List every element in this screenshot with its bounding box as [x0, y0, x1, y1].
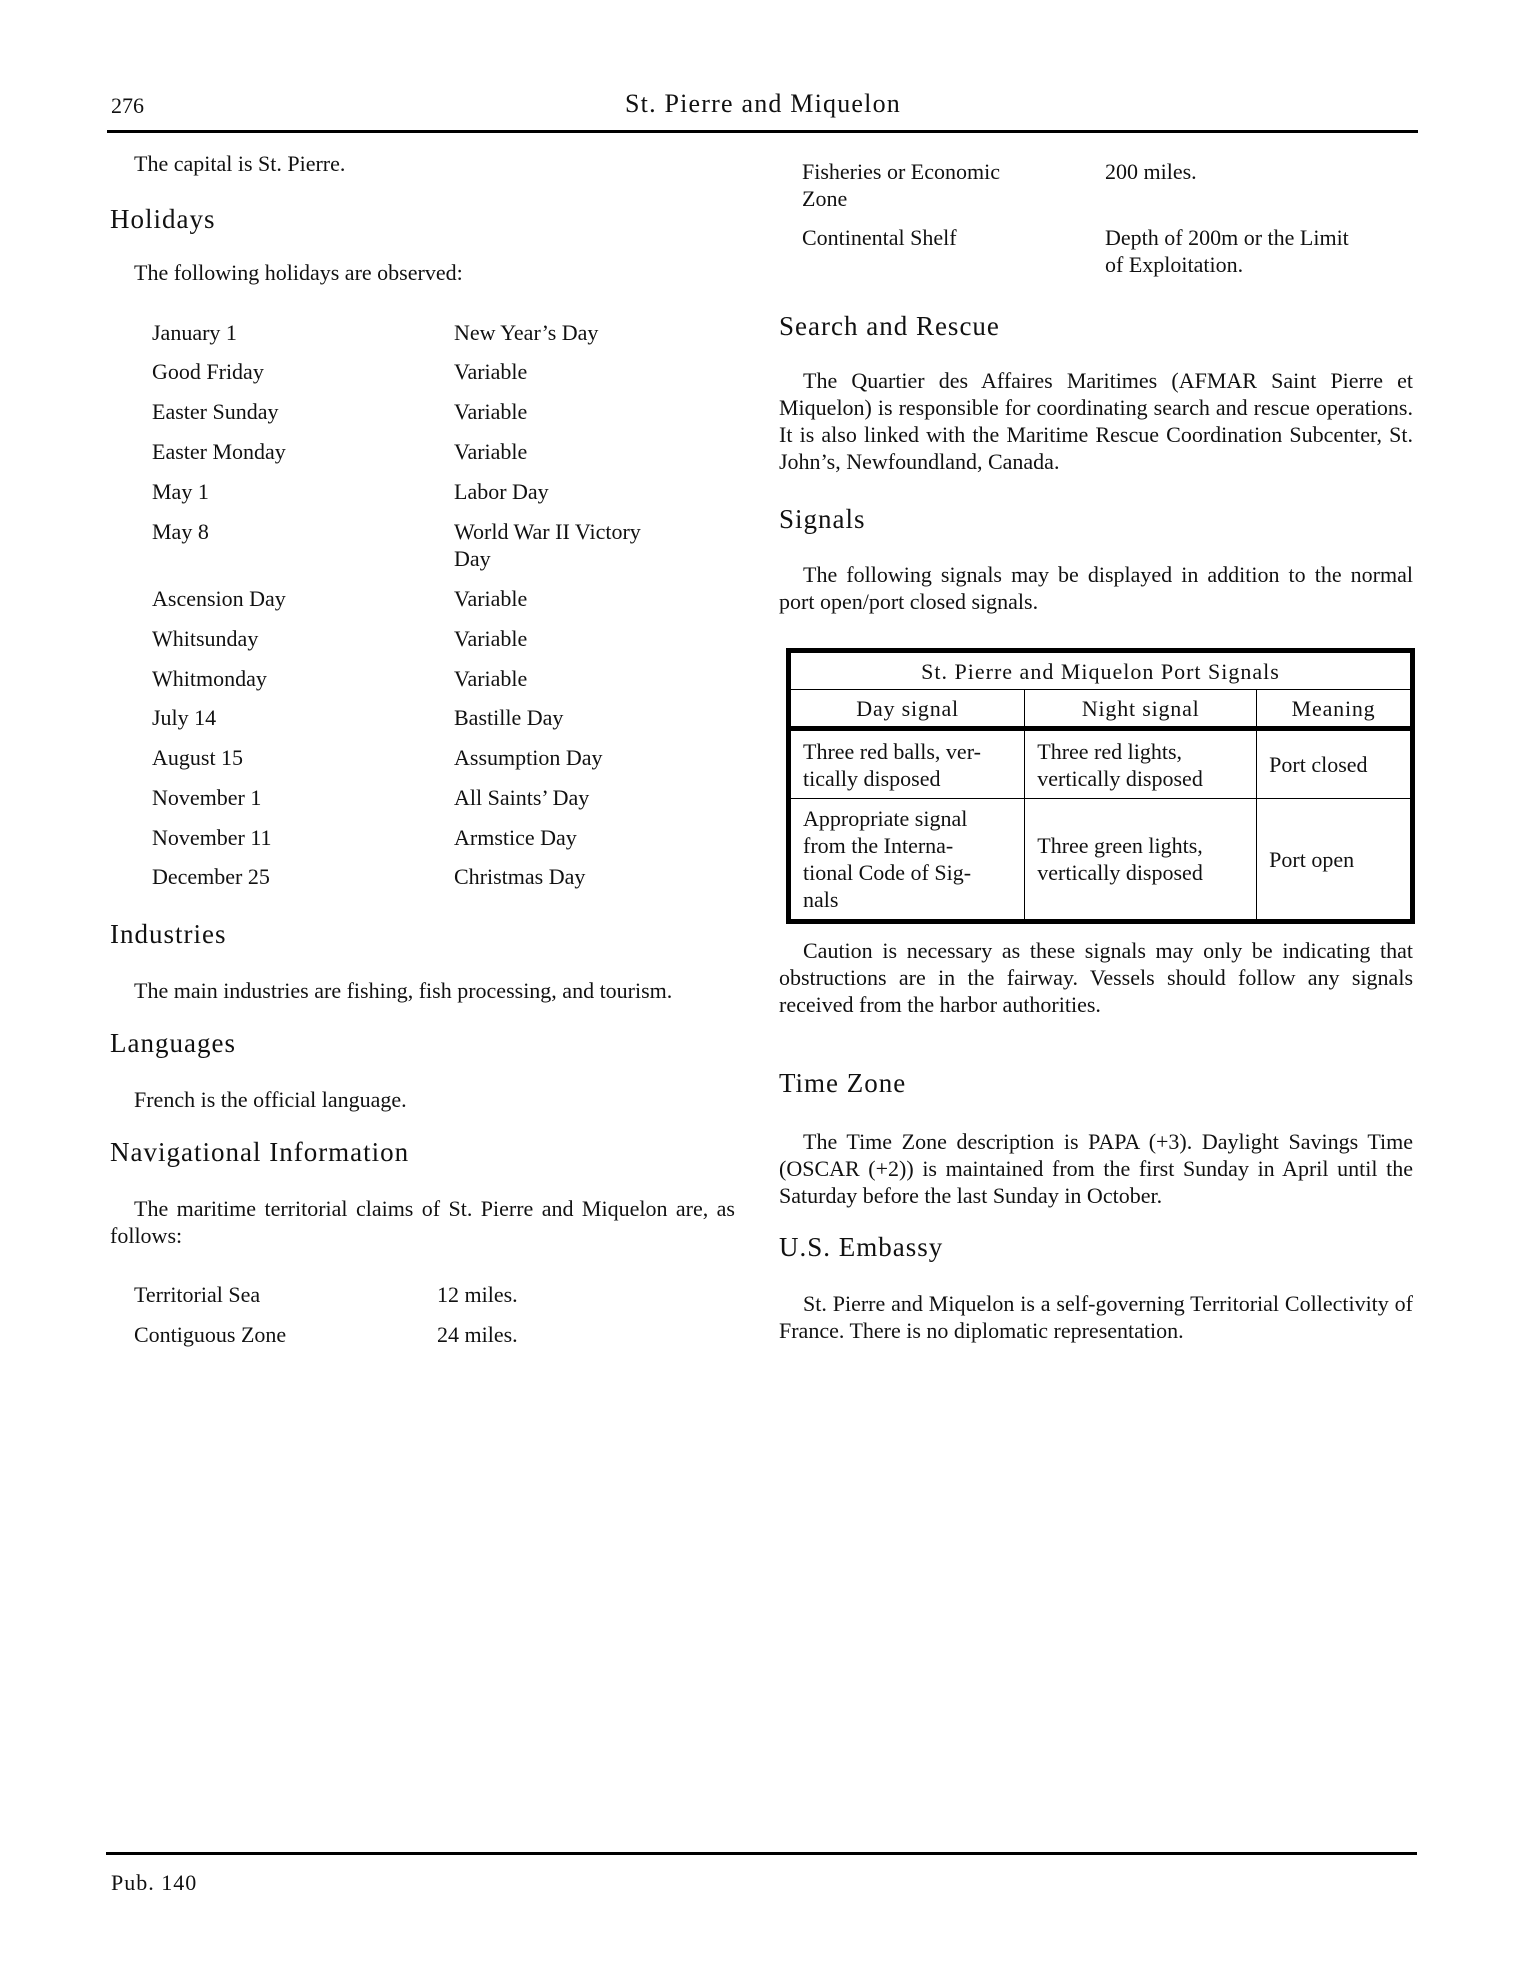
- table-row: [789, 729, 1413, 799]
- holiday-name: Variable: [454, 399, 528, 424]
- holiday-name: Armstice Day: [454, 825, 577, 850]
- claim-label: Territorial Sea: [134, 1282, 261, 1307]
- signals-text: The following signals may be displayed in addition to the normal port open/port closed signals.: [779, 562, 1413, 614]
- holiday-name: Labor Day: [454, 479, 549, 504]
- column-header-meaning: Meaning: [1257, 690, 1413, 729]
- holiday-name: All Saints’ Day: [454, 785, 590, 810]
- table-title: St. Pierre and Miquelon Port Signals: [789, 651, 1413, 690]
- holiday-name: Variable: [454, 359, 528, 384]
- holiday-name-line2: Day: [454, 546, 491, 571]
- meaning-cell: Port open: [1257, 799, 1413, 922]
- holiday-name: Variable: [454, 439, 528, 464]
- signals-heading: Signals: [779, 504, 866, 534]
- running-title: St. Pierre and Miquelon: [624, 89, 901, 118]
- night-signal-cell: Three green lights, vertically disposed: [1025, 799, 1257, 922]
- claim-label: Contiguous Zone: [134, 1322, 287, 1347]
- holidays-heading: Holidays: [110, 204, 216, 234]
- holiday-date: July 14: [152, 705, 217, 730]
- holiday-date: Easter Monday: [152, 439, 286, 464]
- night-signal-cell: Three red lights, vertically disposed: [1025, 729, 1257, 799]
- holiday-date: November 11: [152, 825, 272, 850]
- day-signal-cell: Appropriate signal from the Interna- tional Code of Sig- nals: [789, 799, 1025, 922]
- claim-value: 12 miles.: [437, 1282, 518, 1307]
- holiday-date: January 1: [152, 320, 237, 345]
- holiday-date: May 8: [152, 519, 209, 544]
- capital-text: The capital is St. Pierre.: [134, 151, 346, 176]
- holiday-name: New Year’s Day: [454, 320, 599, 345]
- holiday-date: August 15: [152, 745, 244, 770]
- holiday-name: World War II Victory: [454, 519, 641, 544]
- navigational-heading: Navigational Information: [110, 1137, 410, 1167]
- holiday-date: Whitsunday: [152, 626, 259, 651]
- column-header-night: Night signal: [1025, 690, 1257, 729]
- us-embassy-heading: U.S. Embassy: [779, 1232, 944, 1262]
- holiday-date: November 1: [152, 785, 262, 810]
- languages-text: French is the official language.: [134, 1087, 407, 1112]
- page-number: 276: [111, 93, 144, 118]
- industries-heading: Industries: [110, 919, 227, 949]
- claim-label: Fisheries or Economic: [802, 159, 1000, 184]
- navigational-text: The maritime territorial claims of St. Pierre and Miquelon are, as follows:: [110, 1196, 735, 1248]
- holiday-date: Good Friday: [152, 359, 264, 384]
- industries-text: The main industries are fishing, fish processing, and tourism.: [134, 978, 673, 1003]
- header-rule: [107, 130, 1418, 133]
- claim-value-line2: of Exploitation.: [1105, 252, 1244, 277]
- holiday-date: December 25: [152, 864, 270, 889]
- us-embassy-text: St. Pierre and Miquelon is a self-governing Territorial Collectivity of France. There is no diplomatic representation.: [779, 1291, 1413, 1343]
- claim-value: 24 miles.: [437, 1322, 518, 1347]
- holiday-name: Christmas Day: [454, 864, 586, 889]
- holiday-date: Whitmonday: [152, 666, 267, 691]
- time-zone-text: The Time Zone description is PAPA (+3). Daylight Savings Time (OSCAR (+2)) is maintained from the first Sunday in April until the Saturday before the last Sunday in October.: [779, 1129, 1413, 1208]
- search-rescue-heading: Search and Rescue: [779, 311, 1000, 341]
- holiday-date: Ascension Day: [152, 586, 286, 611]
- publication-label: Pub. 140: [111, 1870, 198, 1895]
- holiday-date: May 1: [152, 479, 209, 504]
- claim-label-line2: Zone: [802, 186, 848, 211]
- claim-value: 200 miles.: [1105, 159, 1197, 184]
- port-signals-table: [786, 648, 1415, 924]
- holiday-name: Bastille Day: [454, 705, 564, 730]
- search-rescue-text: The Quartier des Affaires Maritimes (AFMAR Saint Pierre et Miquelon) is responsible for coordinating search and rescue operations. It is also linked with the Maritime Rescue Coordination Subcenter, St. John’s, Newfoundland, Canada.: [779, 368, 1413, 474]
- footer-rule: [106, 1852, 1417, 1855]
- time-zone-heading: Time Zone: [779, 1068, 907, 1098]
- holiday-name: Variable: [454, 586, 528, 611]
- holiday-date: Easter Sunday: [152, 399, 279, 424]
- claim-label: Continental Shelf: [802, 225, 957, 250]
- meaning-cell: Port closed: [1257, 729, 1413, 799]
- holidays-intro: The following holidays are observed:: [134, 260, 463, 285]
- holiday-name: Variable: [454, 666, 528, 691]
- claim-value: Depth of 200m or the Limit: [1105, 225, 1349, 250]
- day-signal-cell: Three red balls, ver- tically disposed: [789, 729, 1025, 799]
- table-row: [789, 799, 1413, 922]
- languages-heading: Languages: [110, 1028, 236, 1058]
- caution-text: Caution is necessary as these signals may only be indicating that obstructions are in the fairway. Vessels should follow any signals received from the harbor authorities.: [779, 938, 1413, 1017]
- column-header-day: Day signal: [789, 690, 1025, 729]
- holiday-name: Variable: [454, 626, 528, 651]
- holiday-name: Assumption Day: [454, 745, 603, 770]
